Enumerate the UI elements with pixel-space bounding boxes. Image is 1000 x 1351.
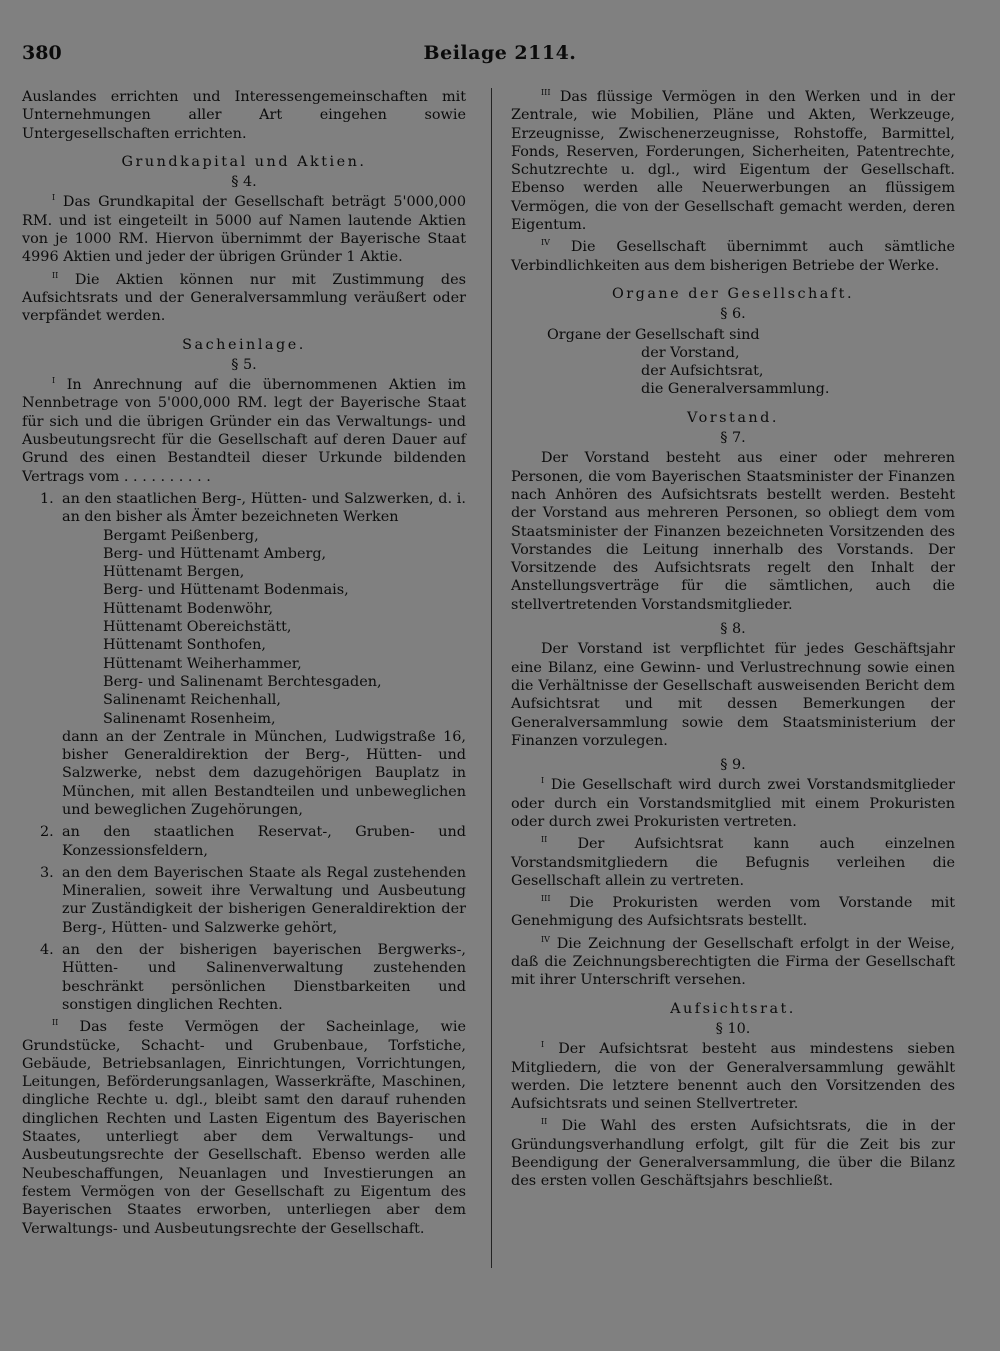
paragraph-7: Der Vorstand besteht aus einer oder mehreren Personen, die vom Bayerischen Staatsminister der Finanzen nach Anhören des Aufsichtsrats bestellt werden. Besteht der Vorstand aus mehreren Personen, so obliegt dem vom Staatsminister der Finanzen bezeichneten Vorsitzenden des Vorstandes die Leitung innerhalb des Vorstands. Der Vorsitzende des Aufsichtsrats regelt den Inhalt der Anstellungsverträge für die sämtlichen, auch die stellvertretenden Vorstandsmitglieder. xyxy=(511,450,955,613)
paragraph-5-1 xyxy=(22,376,466,486)
subsection-mark: IV xyxy=(541,238,550,248)
paragraph-5-2 xyxy=(22,1018,466,1238)
paragraph-text: Das feste Vermögen der Sacheinlage, wie Grundstücke, Schacht- und Grubenbaue, Torfstiche, Gebäude, Betriebsanlagen, Einrichtungen, Vorrichtungen, Leitungen, Beförderungsanlagen, Wasserkräfte, Maschinen, dingliche Rechte u. dgl., bleibt samt den darauf ruhenden dinglichen Rechten und Lasten Eigentum des Bayerischen Staates, unterliegt aber dem Verwaltungs- und Ausbeutungsrechte der Gesellschaft. Ebenso werden alle Neubeschaffungen, Neuanlagen und Investierungen an festem Vermögen von der Gesellschaft zu Eigentum des Bayerischen Staates erworben, unterliegen aber dem Verwaltungs- und Ausbeutungsrechte der Gesellschaft. xyxy=(22,1019,466,1237)
paragraph-text: Die Prokuristen werden vom Vorstande mit Genehmigung des Aufsichtsrats bestellt. xyxy=(511,895,956,930)
subsection-mark: III xyxy=(541,894,551,904)
office-item: Hüttenamt Sonthofen, xyxy=(103,637,266,654)
contribution-list xyxy=(22,490,466,1014)
list-number: 3. xyxy=(40,864,54,881)
subsection-mark: I xyxy=(52,376,56,386)
paragraph-8: Der Vorstand ist verpflichtet für jedes Geschäftsjahr eine Bilanz, eine Gewinn- und Verlustrechnung sowie einen die Verhältnisse der Gesellschaft ausweisenden Bericht dem Aufsichtsrat und mit dessen Bemerkungen der Generalversammlung sowie dem Staatsministerium der Finanzen vorzulegen. xyxy=(511,641,955,749)
office-item: Hüttenamt Weiherhammer, xyxy=(103,655,302,672)
paragraph-10-1 xyxy=(511,1040,955,1113)
section-heading-aufsichtsrat: Aufsichtsrat. xyxy=(670,1000,796,1017)
list-item xyxy=(22,864,466,937)
paragraph-10-2 xyxy=(511,1117,955,1190)
paragraph-9-3 xyxy=(511,894,955,931)
list-number: 1. xyxy=(40,490,54,507)
page-number: 380 xyxy=(22,42,62,64)
running-head: Beilage 2114. xyxy=(423,42,577,64)
list-item xyxy=(22,941,466,1014)
paragraph-number-6: § 6. xyxy=(720,306,746,323)
right-column xyxy=(511,88,955,1191)
paragraph-5-3 xyxy=(511,88,955,234)
office-item: Berg- und Hüttenamt Bodenmais, xyxy=(103,582,349,599)
organ-list xyxy=(511,344,955,399)
list-number: 4. xyxy=(40,942,54,959)
subsection-mark: IV xyxy=(541,934,550,944)
paragraph-5-4 xyxy=(511,238,955,275)
paragraph-text: Die Aktien können nur mit Zustimmung des Aufsichtsrats und der Generalversammlung veräußert oder verpfändet werden. xyxy=(22,271,466,325)
paragraph-text: Das Grundkapital der Gesellschaft beträgt 5'000,000 RM. und ist eingeteilt in 5000 auf Namen lautende Aktien von je 1000 RM. Hiervon übernimmt der Bayerische Staat 4996 Aktien und jeder der übrigen Gründer 1 Aktie. xyxy=(22,194,466,266)
paragraph-9-2 xyxy=(511,835,955,890)
subsection-mark: II xyxy=(541,835,548,845)
list-item xyxy=(22,490,466,819)
column-divider xyxy=(491,88,492,1268)
subsection-mark: I xyxy=(541,776,545,786)
paragraph-text: Der Aufsichtsrat besteht aus mindestens sieben Mitgliedern, die von der Generalversammlung gewählt werden. Die letztere benennt auch den Vorsitzenden des Aufsichtsrats und seinen Stellvertreter. xyxy=(511,1041,956,1113)
section-heading-sacheinlage: Sacheinlage. xyxy=(182,336,306,353)
office-item: Hüttenamt Bodenwöhr, xyxy=(103,600,274,617)
paragraph-4-1 xyxy=(22,193,466,266)
subsection-mark: II xyxy=(52,270,59,280)
subsection-mark: I xyxy=(52,193,56,203)
paragraph-text: In Anrechnung auf die übernommenen Aktien im Nennbetrage von 5'000,000 RM. legt der Bayerische Staat für sich und die übrigen Gründer ein das Verwaltungs- und Ausbeutungsrecht für die Gesellschaft auf deren Dauer auf Grund des einen Bestandteil dieser Urkunde bildenden Vertrags vom . . . . . . . . . . xyxy=(22,377,466,485)
office-item: Bergamt Peißenberg, xyxy=(103,527,259,544)
paragraph-9-1 xyxy=(511,776,955,831)
office-item: Berg- und Salinenamt Berchtesgaden, xyxy=(103,673,382,690)
section-heading-vorstand: Vorstand. xyxy=(687,409,779,426)
list-text: an den der bisherigen bayerischen Bergwerks-, Hütten- und Salinenverwaltung zustehenden beschränkt persönlichen Dienstbarkeiten und sonstigen dinglichen Rechten. xyxy=(62,942,466,1013)
organ-item: die Generalversammlung. xyxy=(641,381,830,398)
office-item: Hüttenamt Obereichstätt, xyxy=(103,619,292,636)
paragraph-4-2 xyxy=(22,271,466,326)
paragraph-9-4 xyxy=(511,935,955,990)
office-item: Hüttenamt Bergen, xyxy=(103,564,245,581)
office-list xyxy=(62,527,466,728)
office-item: Berg- und Hüttenamt Amberg, xyxy=(103,545,327,562)
office-item: Salinenamt Rosenheim, xyxy=(103,710,276,727)
subsection-mark: III xyxy=(541,88,551,98)
organ-item: der Aufsichtsrat, xyxy=(641,363,764,380)
paragraph-number-4: § 4. xyxy=(231,174,257,191)
office-item: Salinenamt Reichenhall, xyxy=(103,692,281,709)
paragraph-text: Die Wahl des ersten Aufsichtsrats, die in der Gründungsverhandlung erfolgt, gilt für die Zeit bis zur Beendigung der Generalversammlung, die über die Bilanz des ersten vollen Geschäftsjahrs beschließt. xyxy=(511,1118,956,1190)
paragraph-number-7: § 7. xyxy=(720,430,746,447)
paragraph-number-10: § 10. xyxy=(715,1020,751,1037)
list-text: an den staatlichen Berg-, Hütten- und Salzwerken, d. i. an den bisher als Ämter bezeichneten Werken xyxy=(62,490,466,526)
subsection-mark: II xyxy=(52,1018,59,1028)
subsection-mark: II xyxy=(541,1117,548,1127)
organs-intro: Organe der Gesellschaft sind xyxy=(547,326,760,343)
paragraph-number-8: § 8. xyxy=(720,621,746,638)
paragraph-text: Das flüssige Vermögen in den Werken und in der Zentrale, wie Mobilien, Pläne und Akten, Werkzeuge, Erzeugnisse, Zwischenerzeugnisse, Rohstoffe, Barmittel, Fonds, Reserven, Forderungen, Sicherheiten, Patentrechte, Schutzrechte u. dgl., wird Eigentum der Gesellschaft. Ebenso werden alle Neuerwerbungen an flüssigem Vermögen, die von der Gesellschaft gemacht werden, deren Eigentum. xyxy=(511,89,955,234)
section-heading-organe: Organe der Gesellschaft. xyxy=(611,285,855,302)
list-text: an den staatlichen Reservat-, Gruben- und Konzessionsfeldern, xyxy=(62,824,466,859)
list-number: 2. xyxy=(40,824,54,841)
list-text: an den dem Bayerischen Staate als Regal zustehenden Mineralien, soweit ihre Verwaltung und Ausbeutung zur Zuständigkeit der bisherigen Generaldirektion der Berg-, Hütten- und Salzwerke gehört, xyxy=(62,864,466,936)
paragraph-number-5: § 5. xyxy=(231,356,257,373)
paragraph-number-9: § 9. xyxy=(720,757,746,774)
paragraph-text: Die Zeichnung der Gesellschaft erfolgt in der Weise, daß die Zeichnungsberechtigten die Firma der Gesellschaft mit ihrer Unterschrift versehen. xyxy=(511,935,955,989)
list-text-continued: dann an der Zentrale in München, Ludwigstraße 16, bisher Generaldirektion der Berg-, Hütten- und Salzwerke, nebst dem dazugehörigen Bauplatz in München, mit allen Bestandteilen und unbeweglichen und beweglichen Zugehörungen, xyxy=(62,728,466,818)
list-item xyxy=(22,823,466,860)
subsection-mark: I xyxy=(541,1040,545,1050)
section-heading-grundkapital: Grundkapital und Aktien. xyxy=(121,153,367,170)
left-column xyxy=(22,88,466,1238)
paragraph-text: Die Gesellschaft wird durch zwei Vorstandsmitglieder oder durch ein Vorstandsmitglied mit einem Prokuristen oder durch zwei Prokuristen vertreten. xyxy=(511,777,955,830)
organ-item: der Vorstand, xyxy=(641,344,740,361)
continued-paragraph: Auslandes errichten und Interessengemeinschaften mit Unternehmungen aller Art eingehen sowie Untergesellschaften errichten. xyxy=(22,89,466,142)
paragraph-text: Der Aufsichtsrat kann auch einzelnen Vorstandsmitgliedern die Befugnis verleihen die Gesellschaft allein zu vertreten. xyxy=(511,836,955,889)
paragraph-text: Die Gesellschaft übernimmt auch sämtliche Verbindlichkeiten aus dem bisherigen Betriebe der Werke. xyxy=(511,239,955,274)
